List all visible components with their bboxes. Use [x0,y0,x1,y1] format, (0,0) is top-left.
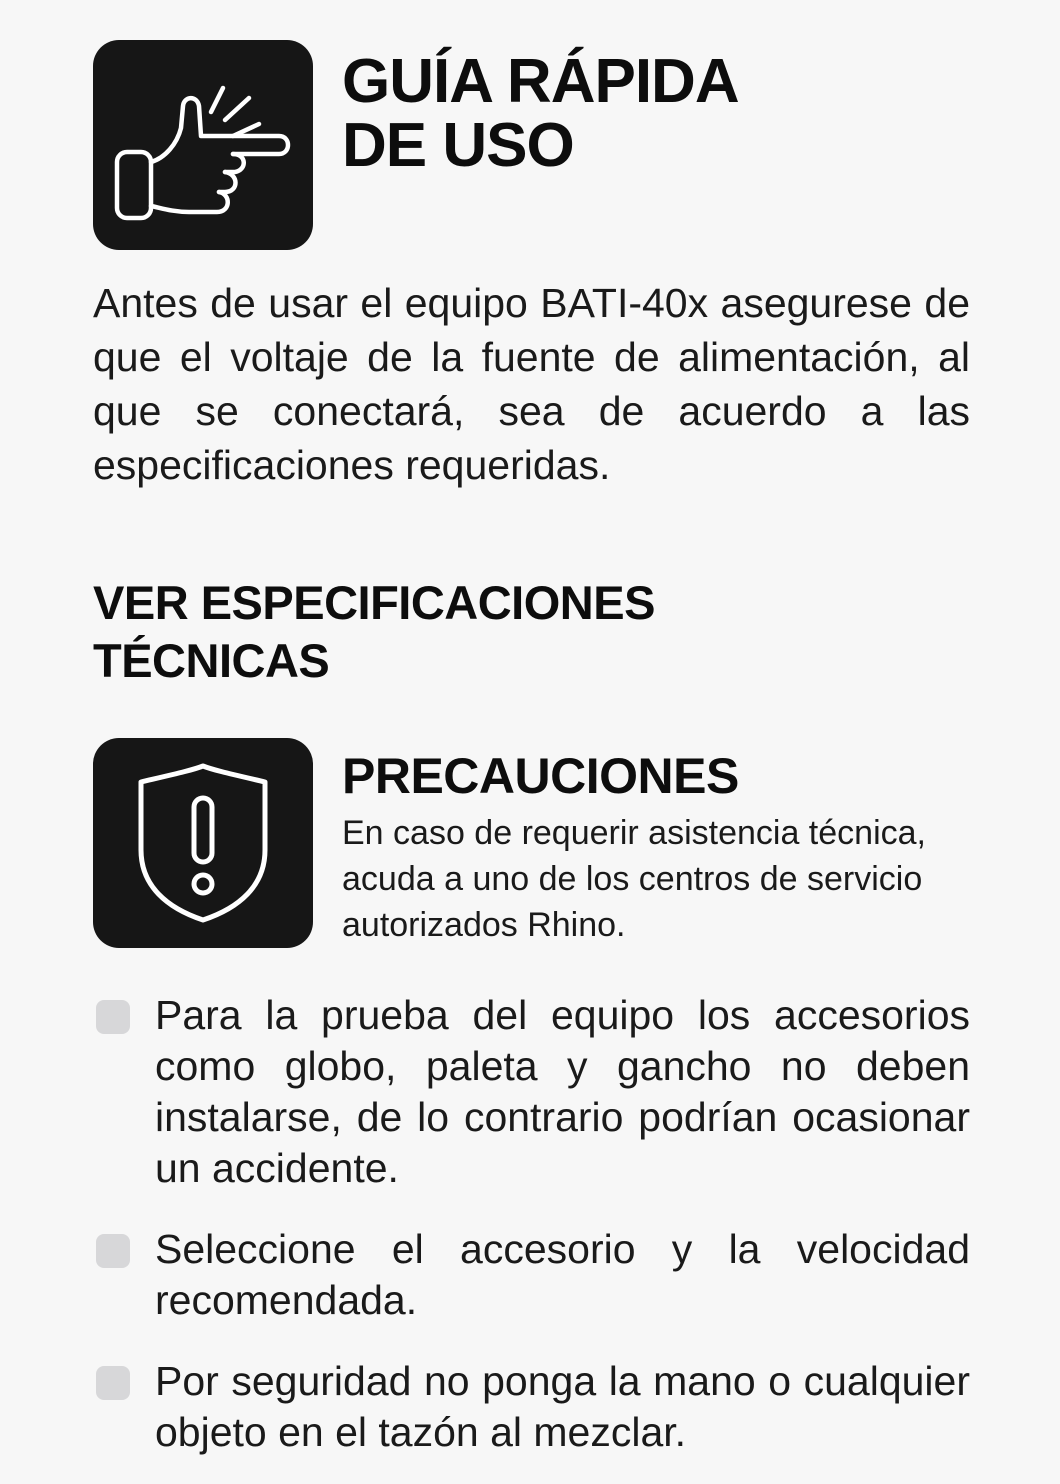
checkbox-icon [96,1234,130,1268]
intro-paragraph: Antes de usar el equipo BATI-40x asegurese de que el voltaje de la fuente de alimentación, al que se conectará, sea de acuerdo a las especificaciones requeridas. [93,280,970,488]
checkbox-icon [96,1000,130,1034]
list-item-text: Para la prueba del equipo los accesorios como globo, paleta y gancho no deben instalarse, de lo contrario podrían ocasionar un accidente. [155,992,970,1191]
precautions-text: En caso de requerir asistencia técnica, acuda a uno de los centros de servicio autorizados Rhino. [342,814,926,944]
specs-link-line-2: TÉCNICAS [93,634,330,687]
shield-warning-icon [93,738,313,948]
title-line-1: GUÍA RÁPIDA [342,47,739,116]
list-item-text: Seleccione el accesorio y la velocidad recomendada. [155,1226,970,1323]
quick-guide-icon-box [93,40,313,250]
precautions-icon-box [93,738,313,948]
quick-guide-title [342,47,739,180]
specs-link-line-1: VER ESPECIFICACIONES [93,576,655,629]
checkbox-icon [96,1366,130,1400]
list-item-text: Por seguridad no ponga la mano o cualquier objeto en el tazón al mezclar. [155,1358,970,1455]
title-line-2: DE USO [342,111,574,180]
list-item [93,1356,970,1458]
technical-specs-link[interactable] [93,574,655,690]
list-item [93,1224,970,1326]
list-item [93,990,970,1194]
pointing-hand-icon [93,40,313,250]
precautions-title: PRECAUCIONES [342,748,739,804]
